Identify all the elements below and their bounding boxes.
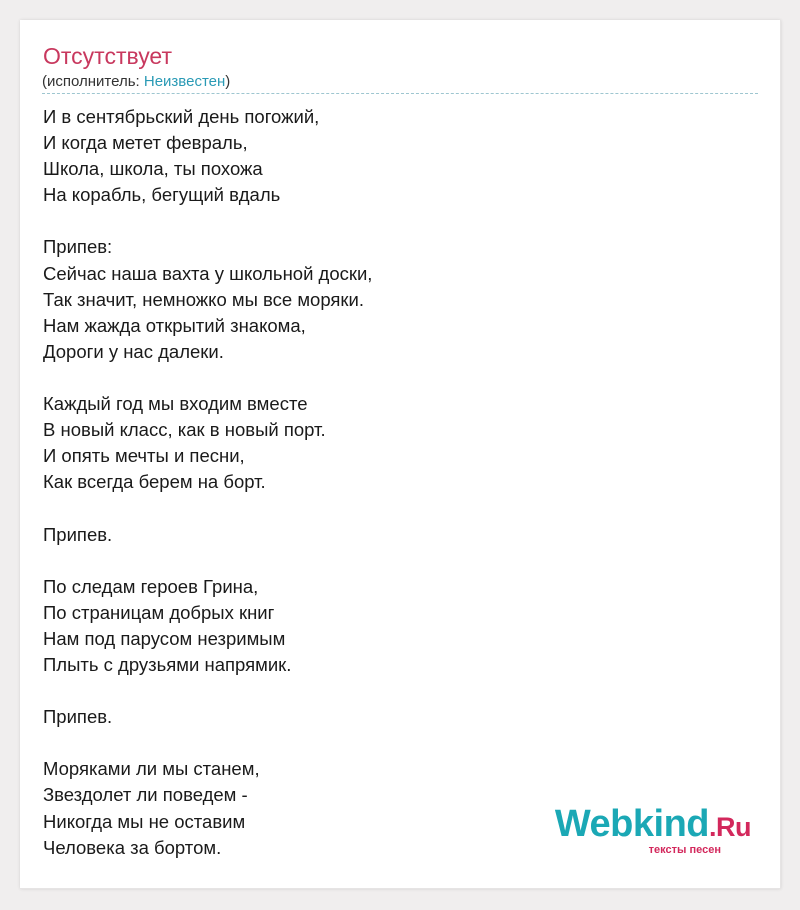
logo-tagline: тексты песен (648, 844, 721, 856)
dashed-divider (42, 93, 758, 94)
artist-link[interactable]: Неизвестен (143, 73, 226, 90)
artist-line (42, 72, 230, 92)
artist-suffix: ) (225, 73, 231, 90)
song-title: Отсутствует (43, 43, 172, 69)
lyrics-text: И в сентябрьский день погожий, И когда метет февраль, Школа, школа, ты похожа На корабль, бегущий вдаль Припев: Сейчас наша вахта у школьной доски, Так значит, немножко мы все моряки. Нам жажда открытий знакома, Дороги у нас далеки. Каждый год мы входим вместе В новый класс, как в новый порт. И опять мечты и песни, Как всегда берем на борт. Припев. По следам героев Грина, По страницам добрых книг Нам под парусом незримым Плыть с друзьями напрямик. Припев. Моряками ли мы станем, Звездолет ли поведем - Никогда мы не оставим Человека за бортом. (43, 106, 373, 858)
logo-main-text: Webkind (554, 803, 709, 845)
logo-tld: .Ru (709, 812, 751, 842)
logo-wordmark (555, 805, 751, 846)
site-logo[interactable] (555, 805, 751, 856)
lyrics-card (20, 20, 781, 889)
artist-prefix: (исполнитель: (42, 73, 144, 90)
